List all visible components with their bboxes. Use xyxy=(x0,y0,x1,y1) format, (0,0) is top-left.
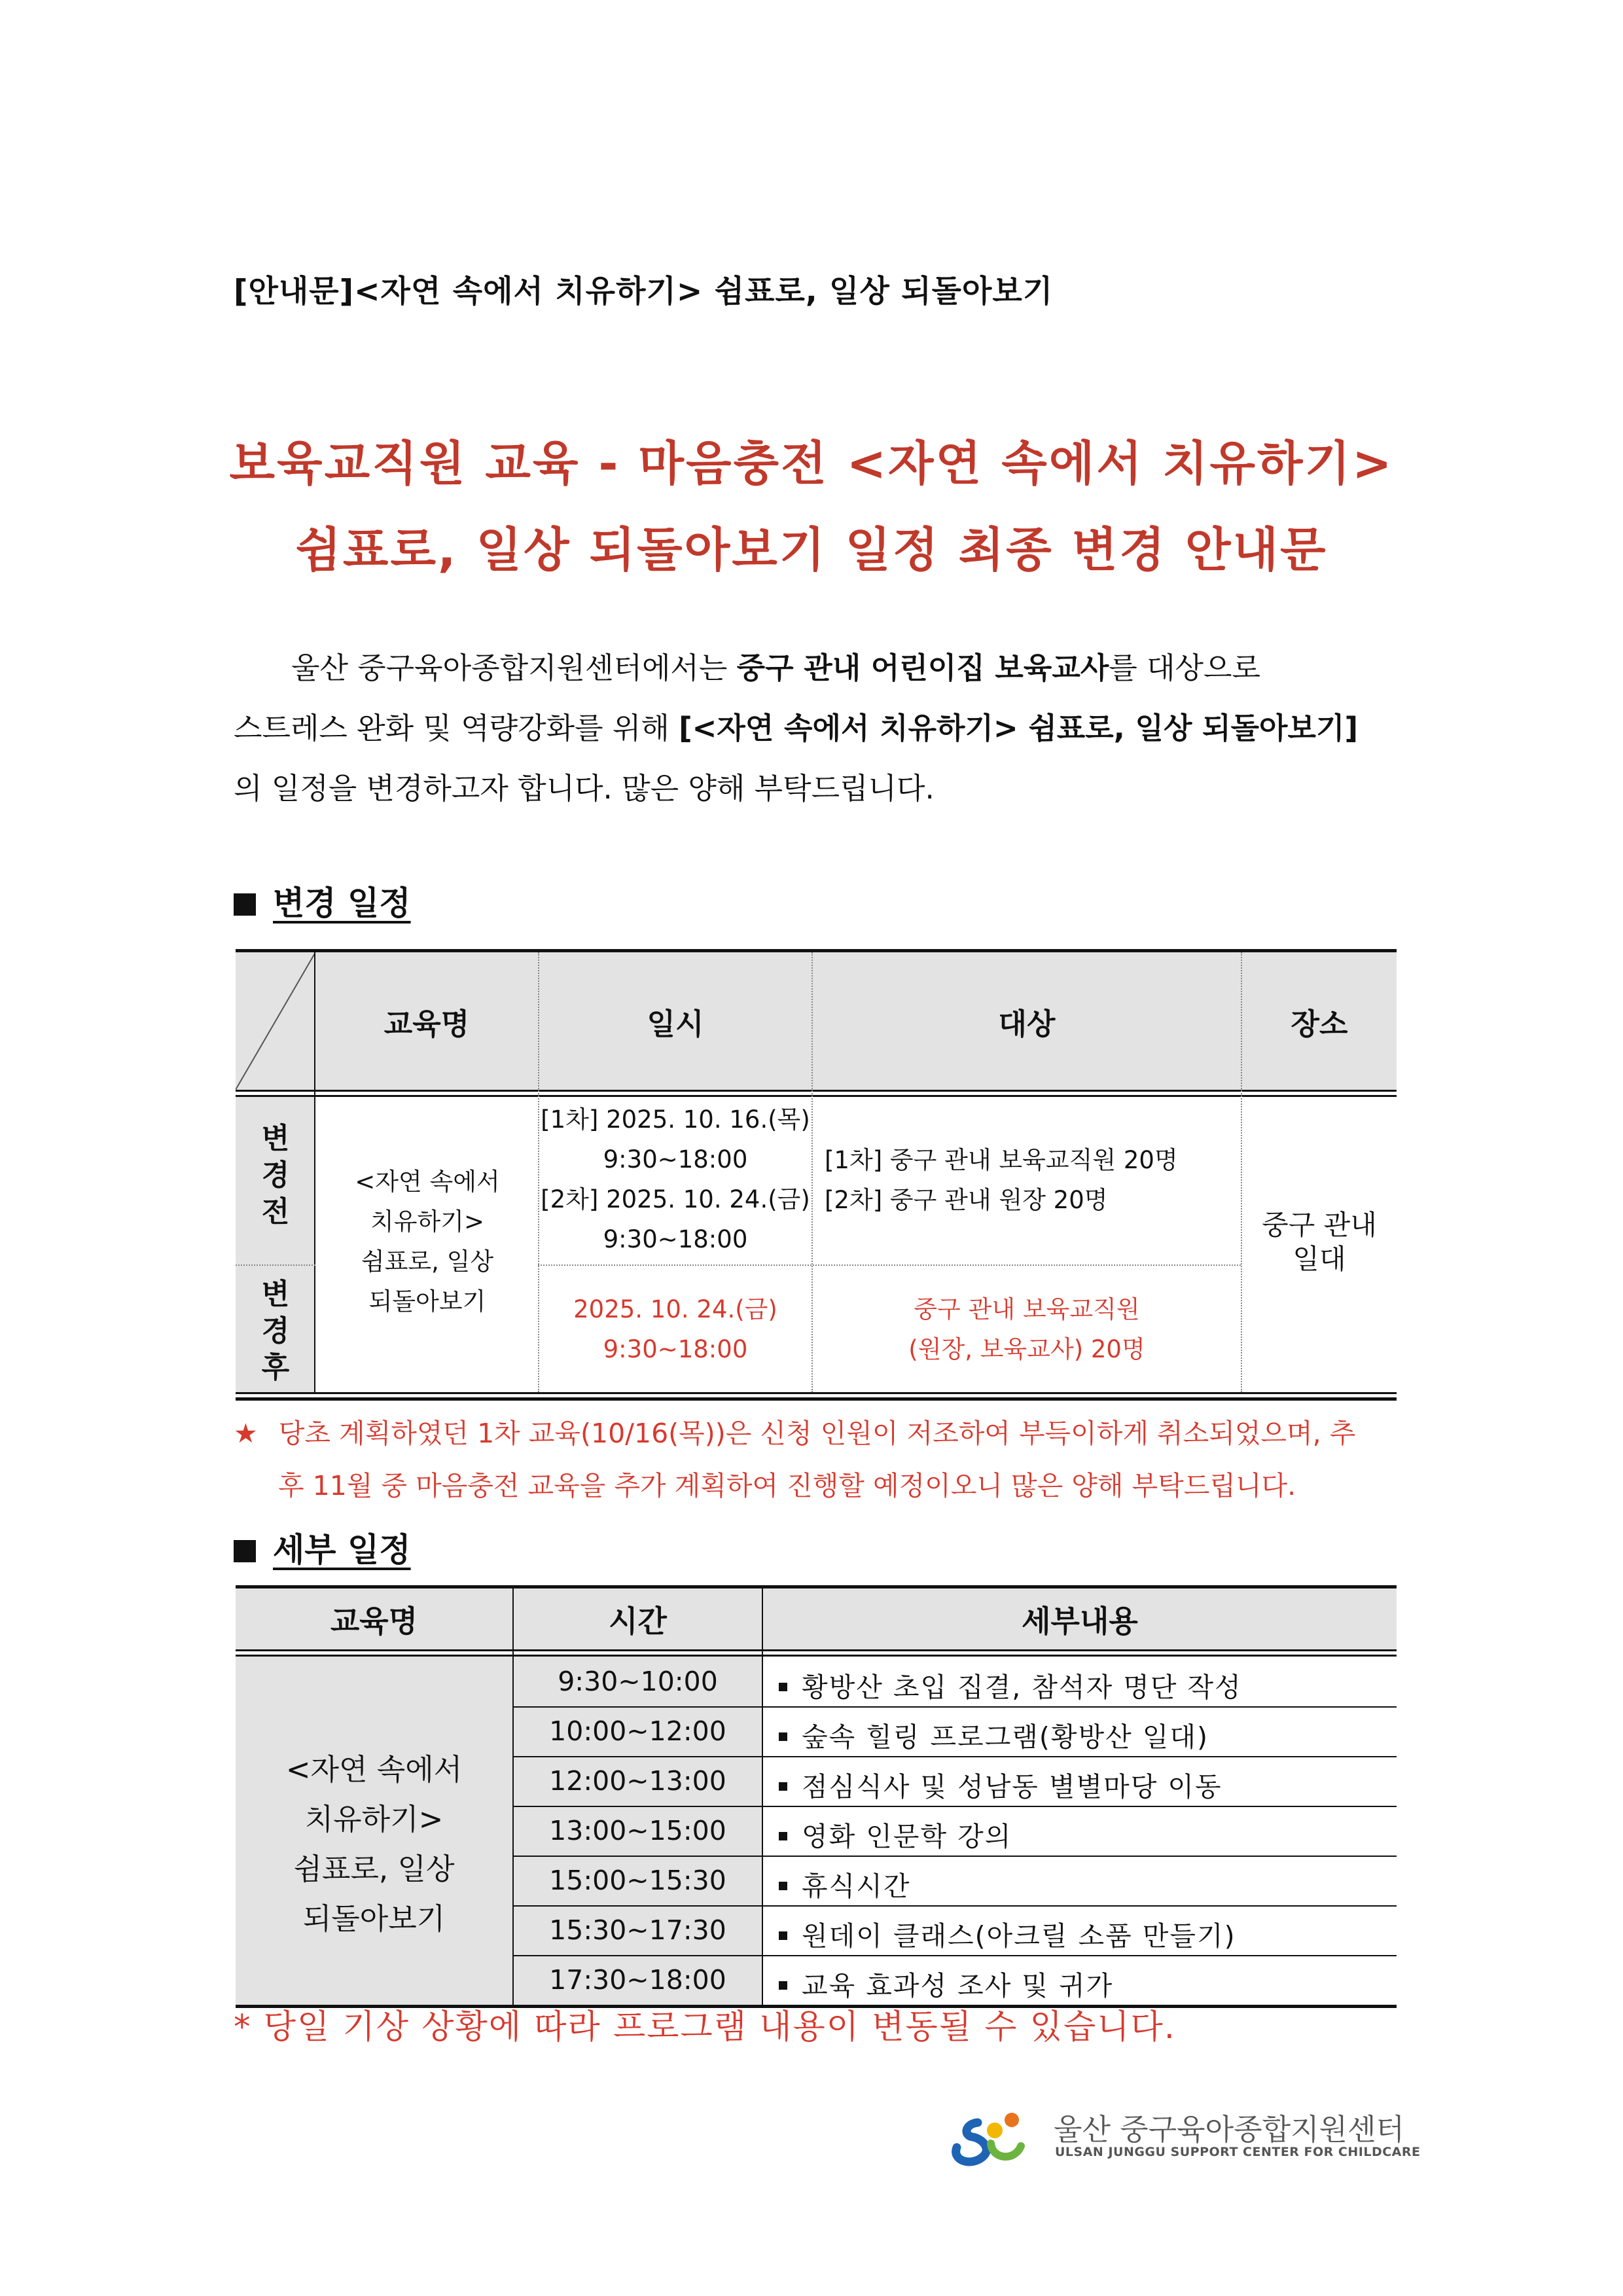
content-cell xyxy=(779,1914,1236,1953)
change-schedule-table xyxy=(236,949,1397,1401)
time-cell: 13:00~15:00 xyxy=(549,1815,726,1846)
bullet-icon xyxy=(779,1732,787,1741)
section-detail-schedule xyxy=(234,1524,411,1571)
edu-name-line: 치유하기> xyxy=(370,1208,484,1236)
row-divider xyxy=(512,1955,1397,1956)
header-edu-name: 교육명 xyxy=(383,1006,470,1041)
before-date-line: [1차] 2025. 10. 16.(목) xyxy=(541,1105,810,1134)
intro-line-3: 의 일정을 변경하고자 합니다. 많은 양해 부탁드립니다. xyxy=(234,771,935,806)
before-date-line: 9:30~18:00 xyxy=(603,1225,748,1253)
intro-line-2 xyxy=(234,698,1399,759)
label-after xyxy=(236,1276,315,1386)
before-target-line: [2차] 중구 관내 원장 20명 xyxy=(825,1186,1108,1214)
intro-text: 스트레스 완화 및 역량강화를 위해 xyxy=(234,711,679,745)
edu-name-line: 되돌아보기 xyxy=(302,1901,446,1936)
bullet-icon xyxy=(779,1683,787,1691)
content-text: 원데이 클래스(아크릴 소품 만들기) xyxy=(802,1920,1236,1952)
content-cell xyxy=(779,1666,1242,1704)
table-border xyxy=(236,1397,1397,1401)
main-title-line2: 쉼표로, 일상 되돌아보기 일정 최종 변경 안내문 xyxy=(295,522,1328,577)
note-text: 당초 계획하였던 1차 교육(10/16(목))은 신청 인원이 저조하여 부득이하게 취소되었으며, 추 xyxy=(278,1418,1356,1449)
time-cell: 10:00~12:00 xyxy=(549,1715,726,1747)
content-cell xyxy=(779,1865,910,1903)
time-cell: 9:30~10:00 xyxy=(558,1666,718,1697)
section-change-schedule xyxy=(234,877,411,924)
intro-paragraph xyxy=(234,638,1399,819)
header-target: 대상 xyxy=(998,1006,1056,1041)
center-subtitle: ULSAN JUNGGU SUPPORT CENTER FOR CHILDCARE xyxy=(1055,2145,1421,2159)
content-text: 숲속 힐링 프로그램(황방산 일대) xyxy=(802,1721,1209,1753)
header-content: 세부내용 xyxy=(1022,1603,1138,1639)
row-divider xyxy=(512,1806,1397,1807)
after-date-line: 9:30~18:00 xyxy=(603,1335,748,1363)
content-cell xyxy=(779,1765,1222,1804)
edu-name-line: 치유하기> xyxy=(304,1802,444,1837)
section-title: 변경 일정 xyxy=(273,884,411,922)
notice-title: [안내문]<자연 속에서 치유하기> 쉼표로, 일상 되돌아보기 xyxy=(234,274,1054,310)
edu-name-line: <자연 속에서 xyxy=(285,1752,463,1787)
after-date-line: 2025. 10. 24.(금) xyxy=(573,1295,777,1323)
before-dates-cell xyxy=(539,1100,812,1259)
edu-name-line: 쉼표로, 일상 xyxy=(361,1247,494,1276)
table-border xyxy=(236,1392,1397,1394)
square-bullet-icon xyxy=(234,893,256,916)
center-name: 울산 중구육아종합지원센터 xyxy=(1054,2112,1404,2147)
content-cell xyxy=(779,1715,1209,1754)
row-divider xyxy=(236,1265,315,1266)
row-divider xyxy=(512,1706,1397,1708)
place-line: 중구 관내 xyxy=(1262,1209,1377,1241)
header-time: 시간 xyxy=(609,1603,667,1639)
row-divider xyxy=(512,1905,1397,1907)
before-targets-cell xyxy=(825,1140,1230,1220)
table-border xyxy=(236,1095,1397,1097)
center-logo-mark-icon xyxy=(949,2104,1034,2170)
after-target-line: (원장, 보육교사) 20명 xyxy=(908,1335,1145,1363)
header-place: 장소 xyxy=(1291,1006,1348,1041)
label-before xyxy=(236,1121,315,1230)
time-cell: 15:00~15:30 xyxy=(549,1865,726,1896)
content-cell xyxy=(779,1815,1012,1854)
edu-name-line: 되돌아보기 xyxy=(368,1287,486,1316)
content-text: 교육 효과성 조사 및 귀가 xyxy=(802,1970,1114,2001)
header-datetime: 일시 xyxy=(647,1006,704,1041)
before-target-line: [1차] 중구 관내 보육교직원 20명 xyxy=(825,1146,1178,1174)
diagonal-header-cell xyxy=(236,952,315,1090)
bullet-icon xyxy=(779,1782,787,1791)
after-dates-cell xyxy=(539,1289,812,1369)
intro-text: 울산 중구육아종합지원센터에서는 xyxy=(291,651,737,685)
time-cell: 17:30~18:00 xyxy=(549,1964,726,1996)
time-cell: 15:30~17:30 xyxy=(549,1914,726,1946)
cancellation-note xyxy=(234,1407,1355,1512)
row-divider xyxy=(512,1856,1397,1857)
place-cell xyxy=(1242,1208,1397,1276)
place-line: 일대 xyxy=(1293,1243,1346,1275)
table-border xyxy=(236,1090,1397,1092)
intro-program-bold: [<자연 속에서 치유하기> 쉼표로, 일상 되돌아보기] xyxy=(679,711,1359,745)
cancellation-note-line1 xyxy=(234,1407,1355,1460)
row-divider xyxy=(538,1265,1241,1266)
content-cell xyxy=(779,1964,1113,2003)
after-targets-cell xyxy=(813,1289,1241,1369)
cancellation-note-line2: 후 11월 중 마음충전 교육을 추가 계획하여 진행할 예정이오니 많은 양해 부탁드립니다. xyxy=(278,1470,1296,1501)
after-target-line: 중구 관내 보육교직원 xyxy=(914,1295,1140,1323)
time-cell: 12:00~13:00 xyxy=(549,1765,726,1797)
edu-name-line: <자연 속에서 xyxy=(355,1168,500,1196)
detail-schedule-table xyxy=(236,1585,1397,2011)
before-date-line: 9:30~18:00 xyxy=(603,1145,748,1174)
star-icon: ★ xyxy=(234,1418,258,1449)
header-edu-name: 교육명 xyxy=(330,1603,418,1639)
edu-name-cell xyxy=(236,1657,512,2005)
section-title: 세부 일정 xyxy=(273,1531,411,1569)
edu-name-text xyxy=(236,1745,512,1944)
intro-text: 를 대상으로 xyxy=(1109,651,1260,685)
bullet-icon xyxy=(779,1931,787,1940)
table-border xyxy=(236,1649,1397,1651)
edu-name-cell xyxy=(317,1162,538,1321)
before-date-line: [2차] 2025. 10. 24.(금) xyxy=(541,1185,810,1213)
square-bullet-icon xyxy=(234,1540,256,1562)
bullet-icon xyxy=(779,1832,787,1840)
intro-line-1 xyxy=(234,638,1399,698)
content-text: 황방산 초입 집결, 참석자 명단 작성 xyxy=(802,1672,1242,1703)
main-title-line1: 보육교직원 교육 - 마음충전 <자연 속에서 치유하기> xyxy=(229,436,1394,491)
column-divider xyxy=(762,1588,763,2005)
content-text: 점심식사 및 성남동 별별마당 이동 xyxy=(802,1771,1222,1803)
bullet-icon xyxy=(779,1981,787,1990)
bullet-icon xyxy=(779,1882,787,1890)
label-after-text: 변경후 xyxy=(261,1278,290,1384)
edu-name-line: 쉼표로, 일상 xyxy=(293,1852,455,1886)
weather-note: * 당일 기상 상황에 따라 프로그램 내용이 변동될 수 있습니다. xyxy=(234,2008,1177,2047)
intro-target-bold: 중구 관내 어린이집 보육교사 xyxy=(736,651,1109,685)
label-before-text: 변경전 xyxy=(261,1122,290,1229)
content-text: 영화 인문학 강의 xyxy=(802,1821,1012,1852)
center-logo xyxy=(949,2104,1421,2170)
content-text: 휴식시간 xyxy=(802,1871,911,1902)
row-divider xyxy=(512,1756,1397,1757)
